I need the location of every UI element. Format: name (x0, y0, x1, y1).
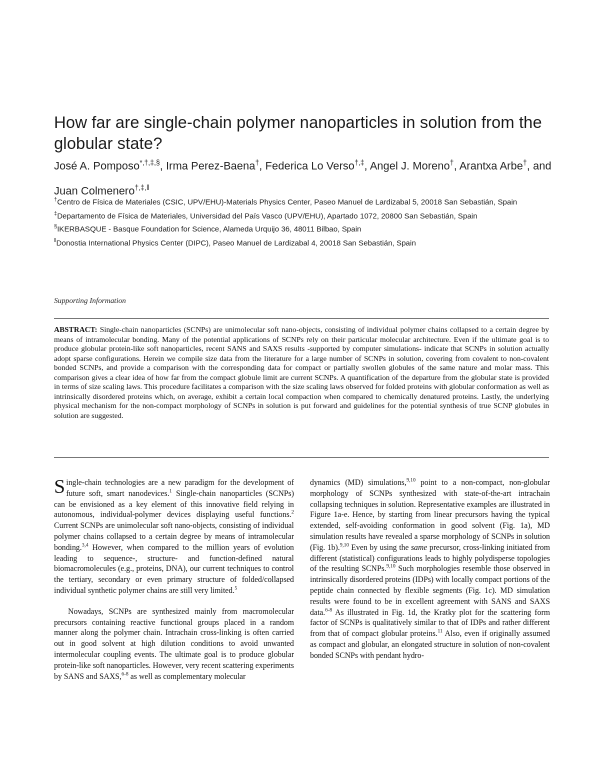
citation: 9,10 (406, 477, 416, 484)
affiliation (54, 236, 554, 249)
supporting-information-label: Supporting Information (54, 296, 126, 305)
body-text: Current SCNPs are unimolecular soft nano-objects, consisting of individual polymer chains collapsed to a certain degree by means of intramolecular bonding. (54, 521, 294, 552)
emphasis: same (410, 542, 428, 552)
affiliation-mark: ‖ (54, 237, 57, 244)
citation: 1 (169, 488, 172, 495)
abstract-top-rule (54, 318, 549, 319)
body-text: Nowadays, SCNPs are synthesized mainly from macromolecular precursors containing reactive functional groups placed in a random manner along the polymer chain. Intrachain cross-linking is often carried out in good solvent at high dilution conditions to avoid unwanted intermolecular coupling events. The ultimate goal is to produce globular protein-like soft nanoparticles. However, very recent scattering experiments by SANS and SAXS, (54, 606, 294, 681)
abstract-label: ABSTRACT: (54, 325, 98, 334)
body-text: As illustrated in Fig. 1d, the Kratky plot for the scattering form factor of SCNPs is qualitatively similar to that of IDPs and rather different from that of compact globular proteins. (310, 607, 550, 639)
body-column-left (54, 478, 294, 682)
body-paragraph (54, 607, 294, 683)
affiliation-mark: ‡ (54, 210, 58, 217)
author-name: José A. Pomposo (54, 160, 140, 173)
author-affil-mark: *,†,‡,§ (139, 160, 160, 167)
author-affil-mark: †,‡ (354, 160, 365, 167)
affiliation (54, 195, 554, 208)
citation: 9,10 (339, 542, 349, 549)
author-name: and Juan Colmenero (54, 160, 552, 198)
body-paragraph (54, 478, 294, 597)
author-affil-mark: † (255, 160, 260, 167)
body-paragraph (310, 478, 550, 662)
citation: 2 (291, 509, 294, 516)
abstract-text: Single-chain nanoparticles (SCNPs) are unimolecular soft nano-objects, consisting of individual polymer chains collapsed to a certain degree by means of intramolecular bonding. Many of the potential applications of SCNPs rely on their particular molecular architecture. Even if the ultimate goal is to produce globular protein-like soft nanoparticles, recent SANS and SAXS results -supported by computer simulations- indicate that SCNPs in solution actually adopt sparse configurations. Herein we compile size data from the literature for a large number of SCNPs in solution, covering from covalent to non-covalent bonded SCNPs, and provide a comparison with the corresponding data for compact or partially swollen globules of the same nature and molar mass. This comparison gives a clear idea of how far from the compact globule limit are current SCNPs. A quantification of the departure from the globular state is provided in terms of size scaling laws. This procedure facilitates a comparison with the size scaling laws observed for folded proteins with globular conformation as well as intrinsically disordered proteins which, on average, exhibit a certain local compaction when compared to chemically denatured proteins. Lastly, the underlying physical mechanism for the non-compact morphology of SCNPs in solution is put forward and guidelines for the potential synthesis of true SCNP globules in solution are suggested. (54, 325, 549, 420)
affiliation-mark: § (54, 224, 58, 231)
abstract-bottom-rule (54, 457, 549, 458)
body-text: precursor, cross-linking initiated from different (statistical) configurations leads to highly polydisperse topologies of the resulting SCNPs. (310, 542, 550, 574)
body-text: as well as complementary molecular (128, 671, 246, 681)
body-text: Even by using the (348, 542, 411, 552)
body-text: However, when compared to the million years of evolution leading to sequence-, structure- and function-defined natural biomacromolecules (e.g., proteins, DNA), our current techniques to control the tertiary, secondary or even primary structure of folded/collapsed individual synthetic polymer chains are still very limited. (54, 542, 294, 595)
body-text: dynamics (MD) simulations, (310, 478, 407, 487)
affiliation-text: Donostia International Physics Center (DIPC), Paseo Manuel de Lardizabal 4, 20018 San Sebastián, Spain (56, 238, 416, 248)
body-text: point to a non-compact, non-globular morphology of SCNPs synthesized with state-of-the-art intrachain collapsing techniques in solution. Representative examples are illustrated in Figure 1a-e. Hence, by starting from linear precursors having the typical extended, self-avoiding conformation in good solvent (Fig. 1a), MD simulation results have revealed a sparse morphology of SCNPs in solution (Fig. 1b). (310, 478, 550, 552)
author-name: Irma Perez-Baena (165, 160, 256, 173)
body-text: Such morphologies resemble those observed in intrinsically disordered proteins (IDPs) with locally compact portions of the peptide chain connected by flexible segments (Fig. 1c). MD simulation results were found to be in excellent agreement with SANS and SAXS data. (310, 564, 550, 617)
paper-title: How far are single-chain polymer nanoparticles in solution from the globular state? (54, 114, 542, 154)
citation: 6-8 (121, 670, 129, 677)
body-text: Single-chain nanoparticles (SCNPs) can be envisioned as a key element of this innovative field relying in autonomous, individual-polymer devices displaying useful functions. (54, 488, 294, 520)
author-affil-mark: † (522, 160, 527, 167)
drop-cap: S (54, 476, 66, 498)
citation: 5 (234, 585, 238, 592)
affiliation (54, 222, 554, 235)
affiliation-list (54, 195, 554, 249)
body-text: ingle-chain technologies are a new paradigm for the development of future soft, smart nanodevices. (66, 478, 294, 498)
author-name: Arantxa Arbe (459, 160, 523, 173)
author-list: José A. Pomposo*,†,‡,§, Irma Perez-Baena†, Federica Lo Verso†,‡, Angel J. Moreno†, Arantxa Arbe†, and Juan Colmenero†,‡,‖ (54, 160, 552, 198)
citation: 3,4 (81, 542, 89, 549)
author-name: Angel J. Moreno (369, 160, 450, 173)
author-affil-mark: †,‡,‖ (134, 184, 150, 192)
affiliation-text: IKERBASQUE - Basque Foundation for Science, Alameda Urquijo 36, 48011 Bilbao, Spain (57, 224, 362, 234)
body-text: Also, even if originally assumed as compact and globular, an elongated structure in solution of non-covalent bonded SCNPs with pendant hydro- (310, 629, 550, 660)
affiliation-text: Centro de Física de Materiales (CSIC, UPV/EHU)-Materials Physics Center, Paseo Manuel de Lardizabal 5, 20018 San Sebastián, Spain (57, 197, 518, 207)
citation: 11 (437, 628, 443, 635)
citation: 9,10 (386, 563, 396, 570)
author-name: Federica Lo Verso (265, 160, 355, 173)
author-affil-mark: † (449, 160, 454, 167)
affiliation (54, 209, 554, 222)
citation: 6-8 (325, 606, 333, 613)
affiliation-text: Departamento de Física de Materiales, Universidad del País Vasco (UPV/EHU), Apartado 1072, 20800 San Sebastián, Spain (57, 211, 478, 221)
abstract (54, 325, 549, 420)
body-column-right (310, 478, 550, 662)
affiliation-mark: † (54, 197, 58, 203)
